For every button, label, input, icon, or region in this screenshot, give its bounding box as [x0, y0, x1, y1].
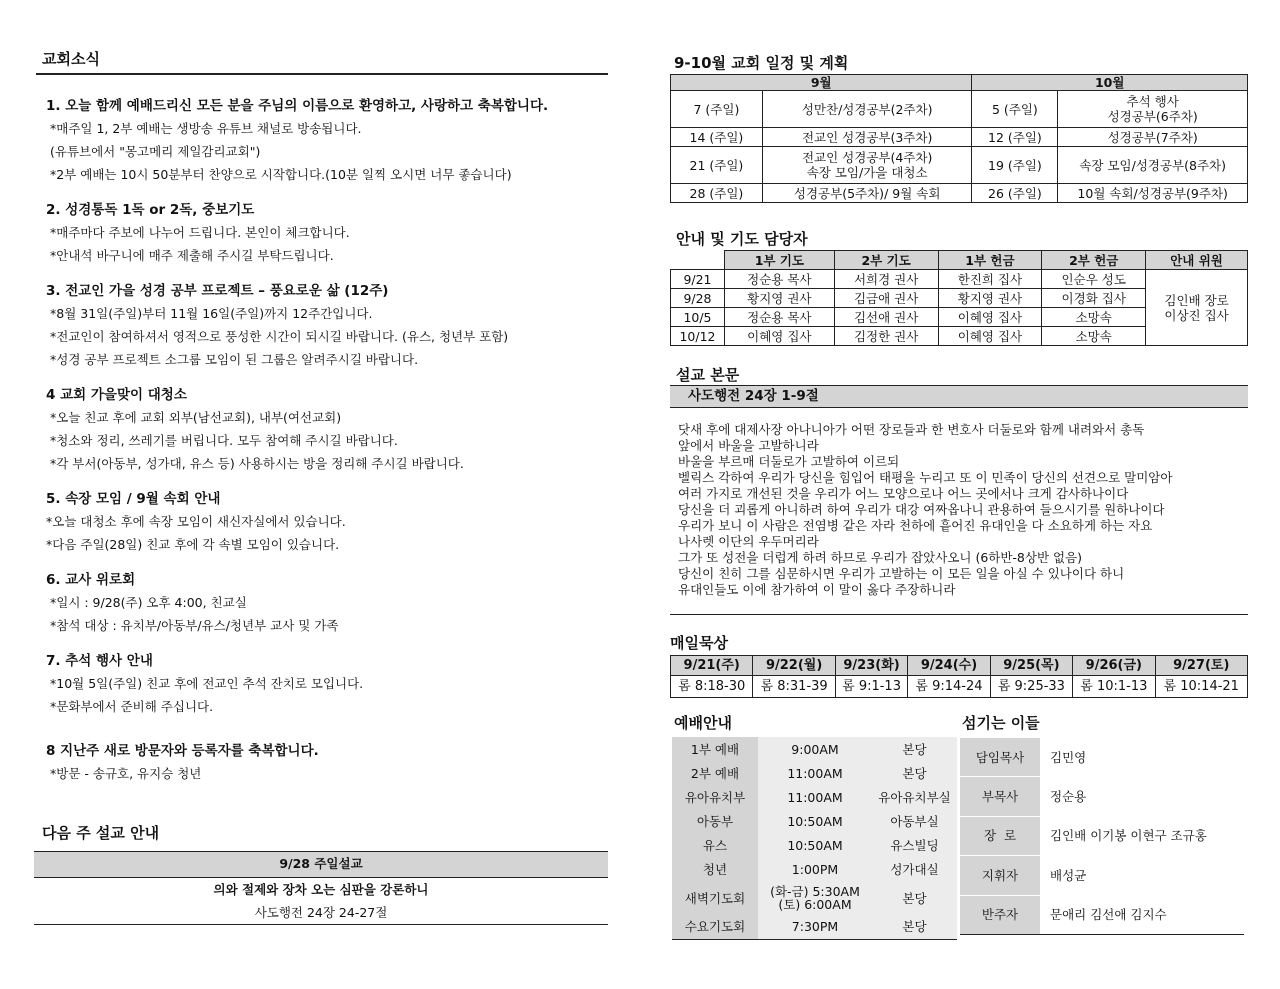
prayer-table	[670, 250, 1248, 346]
prayer-cell: 황지영 권사	[724, 289, 834, 308]
news-item-2	[46, 199, 608, 267]
server-people: 정순용	[1040, 777, 1244, 816]
schedule-event: 성경공부(7주차)	[1058, 128, 1248, 147]
worship-name: 유스	[672, 833, 758, 857]
schedule-event-line: 전교인 성경공부(4주차)	[801, 150, 933, 165]
prayer-cell: 김선애 권사	[834, 308, 938, 327]
schedule-date: 19 (주일)	[972, 147, 1058, 184]
news-item-line: (유튜브에서 "몽고메리 제일감리교회")	[50, 144, 261, 159]
month-header: 10월	[972, 75, 1248, 91]
worship-row	[672, 833, 957, 857]
meditation-day: 9/26(금)	[1073, 656, 1155, 676]
church-news-section	[36, 48, 608, 795]
ushers-cell	[1146, 270, 1248, 346]
sermon-line: 여러 가지로 개선된 것을 우리가 어느 모양으로나 어느 곳에서나 크게 감사하나이다	[678, 486, 1129, 501]
news-item-line: *일시 : 9/28(주) 오후 4:00, 친교실	[50, 595, 247, 610]
schedule-date: 7 (주일)	[671, 91, 763, 128]
sermon-line: 당신을 더 괴롭게 아니하려 하여 우리가 대강 여짜옵나니 관용하여 들으시기를 원하나이다	[678, 502, 1165, 517]
news-item-line: *오늘 대청소 후에 속장 모임이 새신자실에서 있습니다.	[46, 514, 346, 529]
worship-place: 본당	[902, 741, 927, 757]
news-item-line: *청소와 정리, 쓰레기를 버립니다. 모두 참여해 주시길 바랍니다.	[50, 433, 398, 448]
usher-name: 김인배 장로	[1164, 292, 1229, 308]
server-row	[960, 738, 1244, 777]
schedule-date: 14 (주일)	[671, 128, 763, 147]
schedule-event: 성경공부(5주차)/ 9월 속회	[762, 184, 972, 203]
sermon-line: 나사렛 이단의 우두머리라	[678, 534, 819, 549]
worship-row	[672, 809, 957, 833]
worship-place: 본당	[902, 919, 927, 935]
usher-name: 이상진 집사	[1164, 307, 1229, 323]
sermon-line: 당신이 친히 그를 심문하시면 우리가 고발하는 이 모든 일을 아실 수 있나이다 하니	[678, 566, 1125, 581]
sermon-divider	[670, 614, 1248, 615]
worship-time: 10:50AM	[787, 813, 843, 829]
prayer-cell: 소망속	[1042, 327, 1146, 346]
worship-row	[672, 761, 957, 785]
prayer-header-blank	[671, 251, 725, 270]
prayer-cell: 한진희 집사	[938, 270, 1042, 289]
worship-row	[672, 785, 957, 809]
worship-row	[672, 915, 957, 939]
meditation-table	[670, 655, 1248, 698]
news-item-title: 7. 추석 행사 안내	[46, 653, 153, 669]
worship-time: 1:00PM	[791, 861, 839, 877]
meditation-day: 9/25(목)	[990, 656, 1072, 676]
schedule-event: 전교인 성경공부(3주차)	[762, 128, 972, 147]
worship-place: 아동부실	[890, 813, 939, 829]
meditation-reading: 롬 8:18-30	[671, 676, 753, 698]
prayer-cell: 정순용 목사	[724, 270, 834, 289]
worship-name: 수요기도회	[672, 915, 758, 939]
meditation-reading: 롬 8:31-39	[753, 676, 835, 698]
worship-name: 2부 예배	[672, 761, 758, 785]
prayer-cell: 이혜영 집사	[938, 308, 1042, 327]
meditation-day: 9/22(월)	[753, 656, 835, 676]
meditation-day: 9/24(수)	[908, 656, 990, 676]
sermon-text	[678, 422, 1248, 598]
sermon-line: 우리가 보니 이 사람은 전염병 같은 자라 천하에 흩어진 유대인을 다 소요하게 하는 자요	[678, 518, 1153, 533]
news-item-6	[46, 569, 608, 637]
prayer-cell: 정순용 목사	[724, 308, 834, 327]
schedule-date: 12 (주일)	[972, 128, 1058, 147]
meditation-reading-row	[671, 676, 1248, 698]
sermon-line: 그가 또 성전을 더럽게 하려 하므로 우리가 잡았사오니 (6하반-8상반 없음)	[678, 550, 1083, 565]
prayer-header: 안내 위원	[1146, 251, 1248, 270]
worship-place: 본당	[902, 890, 927, 906]
news-item-line: *매주마다 주보에 나누어 드립니다. 본인이 체크합니다.	[50, 225, 350, 240]
news-item-line: *오늘 친교 후에 교회 외부(남선교회), 내부(여선교회)	[50, 410, 342, 425]
server-role: 담임목사	[960, 738, 1040, 777]
worship-name: 유아유치부	[672, 785, 758, 809]
news-item-title: 4 교회 가을맞이 대청소	[46, 387, 187, 403]
sermon-line: 유대인들도 이에 참가하여 이 말이 옳다 주장하니라	[678, 582, 956, 597]
server-role: 지휘자	[960, 856, 1040, 895]
schedule-event-line: 속장 모임/가을 대청소	[806, 165, 928, 180]
servers-heading: 섬기는 이들	[962, 714, 1040, 732]
prayer-header: 2부 헌금	[1042, 251, 1146, 270]
prayer-date: 10/5	[671, 308, 725, 327]
server-role: 반주자	[960, 895, 1040, 934]
prayer-header-row	[671, 251, 1248, 270]
prayer-cell: 서희경 권사	[834, 270, 938, 289]
worship-time: 11:00AM	[787, 789, 843, 805]
meditation-reading: 롬 9:1-13	[835, 676, 907, 698]
church-news-list	[36, 95, 608, 782]
prayer-date: 9/28	[671, 289, 725, 308]
schedule-date: 5 (주일)	[972, 91, 1058, 128]
schedule-row	[671, 184, 1248, 203]
worship-name: 아동부	[672, 809, 758, 833]
news-item-4	[46, 384, 608, 475]
news-item-line: *방문 - 송규호, 유지승 청년	[50, 766, 202, 781]
news-item-line: *각 부서(아동부, 성가대, 유스 등) 사용하시는 방을 정리해 주시길 바랍니다.	[50, 456, 464, 471]
next-sermon-passage: 사도행전 24장 24-27절	[34, 902, 608, 925]
news-item-title: 3. 전교인 가을 성경 공부 프로젝트 – 풍요로운 삶 (12주)	[46, 283, 389, 299]
prayer-header: 1부 헌금	[938, 251, 1042, 270]
news-item-line: *문화부에서 준비해 주십니다.	[50, 699, 214, 714]
next-sermon-date: 9/28 주일설교	[34, 851, 608, 878]
worship-name: 청년	[672, 857, 758, 881]
prayer-date: 9/21	[671, 270, 725, 289]
server-row	[960, 895, 1244, 934]
worship-place: 유스빌딩	[890, 837, 939, 853]
schedule-date: 21 (주일)	[671, 147, 763, 184]
news-item-line: *전교인이 참여하셔서 영적으로 풍성한 시간이 되시길 바랍니다. (유스, 청년부 포함)	[50, 329, 509, 344]
prayer-header: 2부 기도	[834, 251, 938, 270]
news-item-title: 6. 교사 위로회	[46, 572, 136, 588]
server-row	[960, 816, 1244, 855]
worship-place: 유아유치부실	[878, 789, 951, 805]
news-item-7	[46, 650, 608, 718]
server-people: 김민영	[1040, 738, 1244, 777]
news-item-5	[46, 488, 608, 556]
schedule-event	[762, 147, 972, 184]
schedule-row	[671, 147, 1248, 184]
worship-name: 1부 예배	[672, 737, 758, 761]
schedule-heading: 9-10월 교회 일정 및 계획	[674, 54, 849, 72]
schedule-table	[670, 74, 1248, 203]
month-header: 9월	[671, 75, 972, 91]
worship-table	[672, 737, 957, 940]
worship-row	[672, 881, 957, 915]
sermon-line: 벨릭스 각하여 우리가 당신을 힘입어 태평을 누리고 또 이 민족이 당신의 선견으로 말미암아	[678, 470, 1173, 485]
worship-name: 새벽기도회	[672, 881, 758, 915]
schedule-row	[671, 128, 1248, 147]
schedule-date: 28 (주일)	[671, 184, 763, 203]
sermon-line: 앞에서 바울을 고발하니라	[678, 438, 819, 453]
sermon-line: 바울을 부르매 더둘로가 고발하여 이르되	[678, 454, 900, 469]
news-item-title: 1. 오늘 함께 예배드리신 모든 분을 주님의 이름으로 환영하고, 사랑하고 축복합니다.	[46, 98, 549, 114]
schedule-date: 26 (주일)	[972, 184, 1058, 203]
sermon-line: 닷새 후에 대제사장 아나니아가 어떤 장로들과 한 변호사 더둘로와 함께 내려와서 총독	[678, 422, 1145, 437]
prayer-cell: 인순우 성도	[1042, 270, 1146, 289]
worship-row	[672, 857, 957, 881]
worship-time: 9:00AM	[791, 741, 839, 757]
news-item-line: *매주일 1, 2부 예배는 생방송 유튜브 채널로 방송됩니다.	[50, 121, 362, 136]
server-people: 김인배 이기봉 이현구 조규홍	[1040, 816, 1244, 855]
next-sermon-section	[34, 822, 608, 925]
server-row	[960, 777, 1244, 816]
next-sermon-title: 의와 절제와 장차 오는 심판을 강론하니	[213, 882, 429, 897]
prayer-row	[671, 270, 1248, 289]
schedule-month-row	[671, 75, 1248, 91]
news-item-line: *다음 주일(28일) 친교 후에 각 속별 모임이 있습니다.	[46, 537, 340, 552]
news-item-1	[46, 95, 608, 186]
news-item-line: *8월 31일(주일)부터 11월 16일(주일)까지 12주간입니다.	[50, 306, 373, 321]
news-item-line: *안내석 바구니에 매주 제출해 주시길 부탁드립니다.	[50, 248, 334, 263]
worship-time-line: (화-금) 5:30AM	[770, 884, 860, 899]
next-sermon-heading: 다음 주 설교 안내	[42, 824, 160, 842]
meditation-day: 9/23(화)	[835, 656, 907, 676]
prayer-header: 1부 기도	[724, 251, 834, 270]
meditation-reading: 롬 9:25-33	[990, 676, 1072, 698]
news-item-line: *10월 5일(주일) 친교 후에 전교인 추석 잔치로 모입니다.	[50, 676, 364, 691]
server-people: 문애리 김선애 김지수	[1040, 895, 1244, 934]
server-role: 장 로	[960, 816, 1040, 855]
worship-row	[672, 737, 957, 761]
news-item-title: 8 지난주 새로 방문자와 등록자를 축복합니다.	[46, 743, 319, 759]
news-item-3	[46, 280, 608, 371]
server-people: 배성균	[1040, 856, 1244, 895]
prayer-cell: 이경화 집사	[1042, 289, 1146, 308]
meditation-day-row	[671, 656, 1248, 676]
prayer-cell: 이혜영 집사	[938, 327, 1042, 346]
news-item-line: *참석 대상 : 유치부/아동부/유스/청년부 교사 및 가족	[50, 618, 339, 633]
worship-heading: 예배안내	[674, 714, 732, 732]
schedule-row	[671, 91, 1248, 128]
servers-table	[960, 737, 1244, 935]
worship-time: 7:30PM	[791, 919, 839, 935]
schedule-event: 10월 속회/성경공부(9주차)	[1058, 184, 1248, 203]
news-item-title: 2. 성경통독 1독 or 2독, 중보기도	[46, 202, 255, 218]
sermon-heading: 설교 본문	[676, 366, 740, 384]
meditation-heading: 매일묵상	[670, 634, 728, 652]
news-item-line: *2부 예배는 10시 50분부터 찬양으로 시작합니다.(10분 일찍 오시면 너무 좋습니다)	[50, 167, 512, 182]
server-role: 부목사	[960, 777, 1040, 816]
meditation-reading: 롬 9:14-24	[908, 676, 990, 698]
news-item-title: 5. 속장 모임 / 9월 속회 안내	[46, 491, 221, 507]
meditation-day: 9/27(토)	[1155, 656, 1247, 676]
worship-time: 11:00AM	[787, 765, 843, 781]
prayer-cell: 김금애 권사	[834, 289, 938, 308]
church-news-heading: 교회소식	[36, 48, 608, 75]
meditation-day: 9/21(주)	[671, 656, 753, 676]
schedule-event-line: 추석 행사	[1126, 94, 1179, 109]
meditation-reading: 롬 10:14-21	[1155, 676, 1247, 698]
meditation-reading: 롬 10:1-13	[1073, 676, 1155, 698]
worship-place: 성가대실	[890, 861, 939, 877]
schedule-event: 성만찬/성경공부(2주차)	[762, 91, 972, 128]
sermon-passage-bar: 사도행전 24장 1-9절	[670, 385, 1248, 408]
schedule-event: 속장 모임/성경공부(8주차)	[1058, 147, 1248, 184]
schedule-event	[1058, 91, 1248, 128]
server-row	[960, 856, 1244, 895]
worship-time-line: (토) 6:00AM	[778, 897, 852, 912]
prayer-cell: 소망속	[1042, 308, 1146, 327]
schedule-event-line: 성경공부(6주차)	[1107, 109, 1198, 124]
worship-place: 본당	[902, 765, 927, 781]
prayer-cell: 황지영 권사	[938, 289, 1042, 308]
prayer-heading: 안내 및 기도 담당자	[676, 230, 808, 248]
prayer-date: 10/12	[671, 327, 725, 346]
news-item-line: *성경 공부 프로젝트 소그룹 모임이 된 그룹은 알려주시길 바랍니다.	[50, 352, 419, 367]
worship-time	[758, 881, 872, 915]
prayer-cell: 이혜영 집사	[724, 327, 834, 346]
worship-time: 10:50AM	[787, 837, 843, 853]
prayer-cell: 김정한 권사	[834, 327, 938, 346]
news-item-8	[46, 740, 608, 782]
